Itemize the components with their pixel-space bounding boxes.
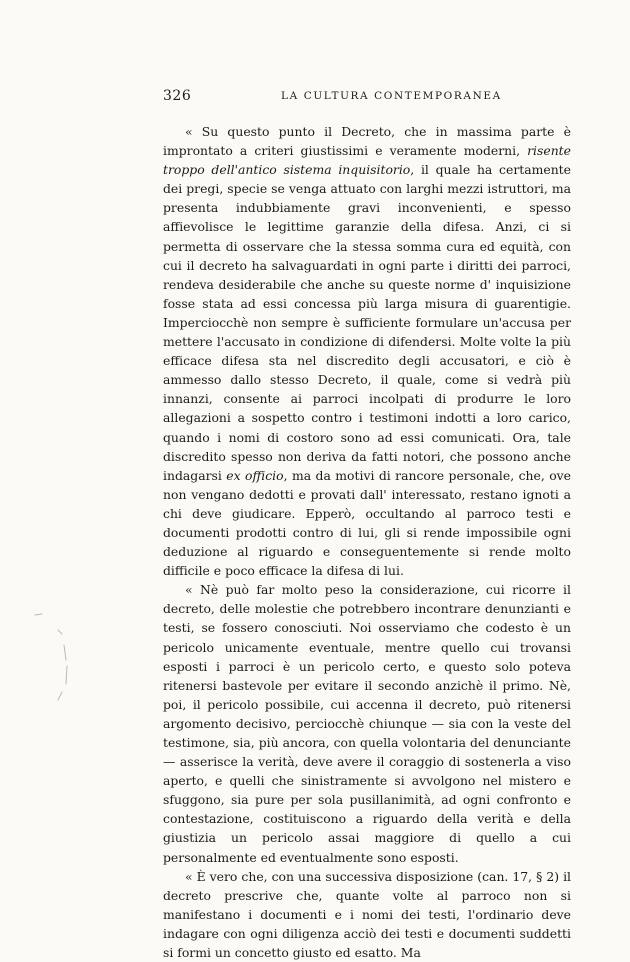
body-text (163, 122, 571, 962)
text-run: , ma da motivi di rancore personale, che, ove non vengano dedotti e provati dall' interessato, restano ignoti a chi deve giudicare. Epperò, occultando al parroco testi e documenti prodotti contro di lui, gli si rende impossibile ogni deduzione al riguardo e conseguentemente si rende molto difficile e poco efficace la difesa di lui. (163, 467, 572, 579)
italic-phrase: risente troppo dell'antico sistema inquisitorio (163, 143, 571, 178)
text-run: « È vero che, con una successiva disposizione (can. 17, § 2) il decreto prescrive che, quante volte al parroco non si manifestano i documenti e i nomi dei testi, l'ordinario deve indagare con ogni diligenza acciò dei testi e documenti suddetti si formi un concetto giusto ed esatto. Ma (163, 868, 571, 961)
page-number: 326 (163, 88, 192, 104)
margin-pencil-mark (0, 600, 120, 710)
text-run: « Su questo punto il Decreto, che in massima parte è improntato a criteri giustissimi e veramente moderni, (163, 124, 571, 159)
italic-phrase: ex officio (226, 467, 284, 483)
text-run: « Nè può far molto peso la considerazione, cui ricorre il decreto, delle molestie che potrebbero incontrare denunzianti e testi, se fossero conosciuti. Noi osserviamo che codesto è un pericolo unicamente eventuale, mentre quello cui trovansi esposti i parroci è un pericolo certo, e questo solo poteva ritenersi bastevole per evitare il secondo anzichè il primo. Nè, poi, il pericolo possibile, cui accenna il decreto, può ritenersi argomento decisivo, perciocchè chiunque — sia con la veste del testimone, sia, più ancora, con quella volontaria del denunciante — asserisce la verità, deve avere il coraggio di sostenerla a viso aperto, e quelli che sinistramente si avvolgono nel mistero e sfuggono, sia pure per sola pusillanimità, ad ogni confronto e contestazione, costituiscono a riguardo della verità e della giustizia un pericolo assai maggiore di quello a cui personalmente ed eventualmente sono esposti. (163, 582, 571, 865)
text-run: , il quale ha certamente dei pregi, specie se venga attuato con larghi mezzi istruttori, ma presenta indubbiamente gravi inconvenienti, e spesso affievolisce le legittime garanzie della difesa. Anzi, ci si permetta di osservare che la stessa somma cura ed equità, con cui il decreto ha salvaguardati in ogni parte i diritti dei parroci, rendeva desiderabile che anche su queste norme d' inquisizione fosse stata ad essi concessa più larga misura di guarentigie. Imperciocchè non sempre è sufficiente formulare un'accusa per mettere l'accusato in condizione di difendersi. Molte volte la più efficace difesa sta nel discredito degli accusatori, e ciò è ammesso dallo stesso Decreto, il quale, come si vedrà più innanzi, consente ai parroci incolpati di produrre le loro allegazioni a sospetto contro i testimoni indotti a loro carico, quando i nomi di costoro sono ad essi comunicati. Ora, tale discredito spesso non deriva da fatti notori, che possono anche indagarsi (163, 162, 571, 483)
page-header (163, 88, 571, 108)
paragraph (163, 867, 571, 962)
paragraph (163, 122, 571, 580)
paragraph (163, 580, 571, 866)
running-title: LA CULTURA CONTEMPORANEA (281, 90, 502, 102)
